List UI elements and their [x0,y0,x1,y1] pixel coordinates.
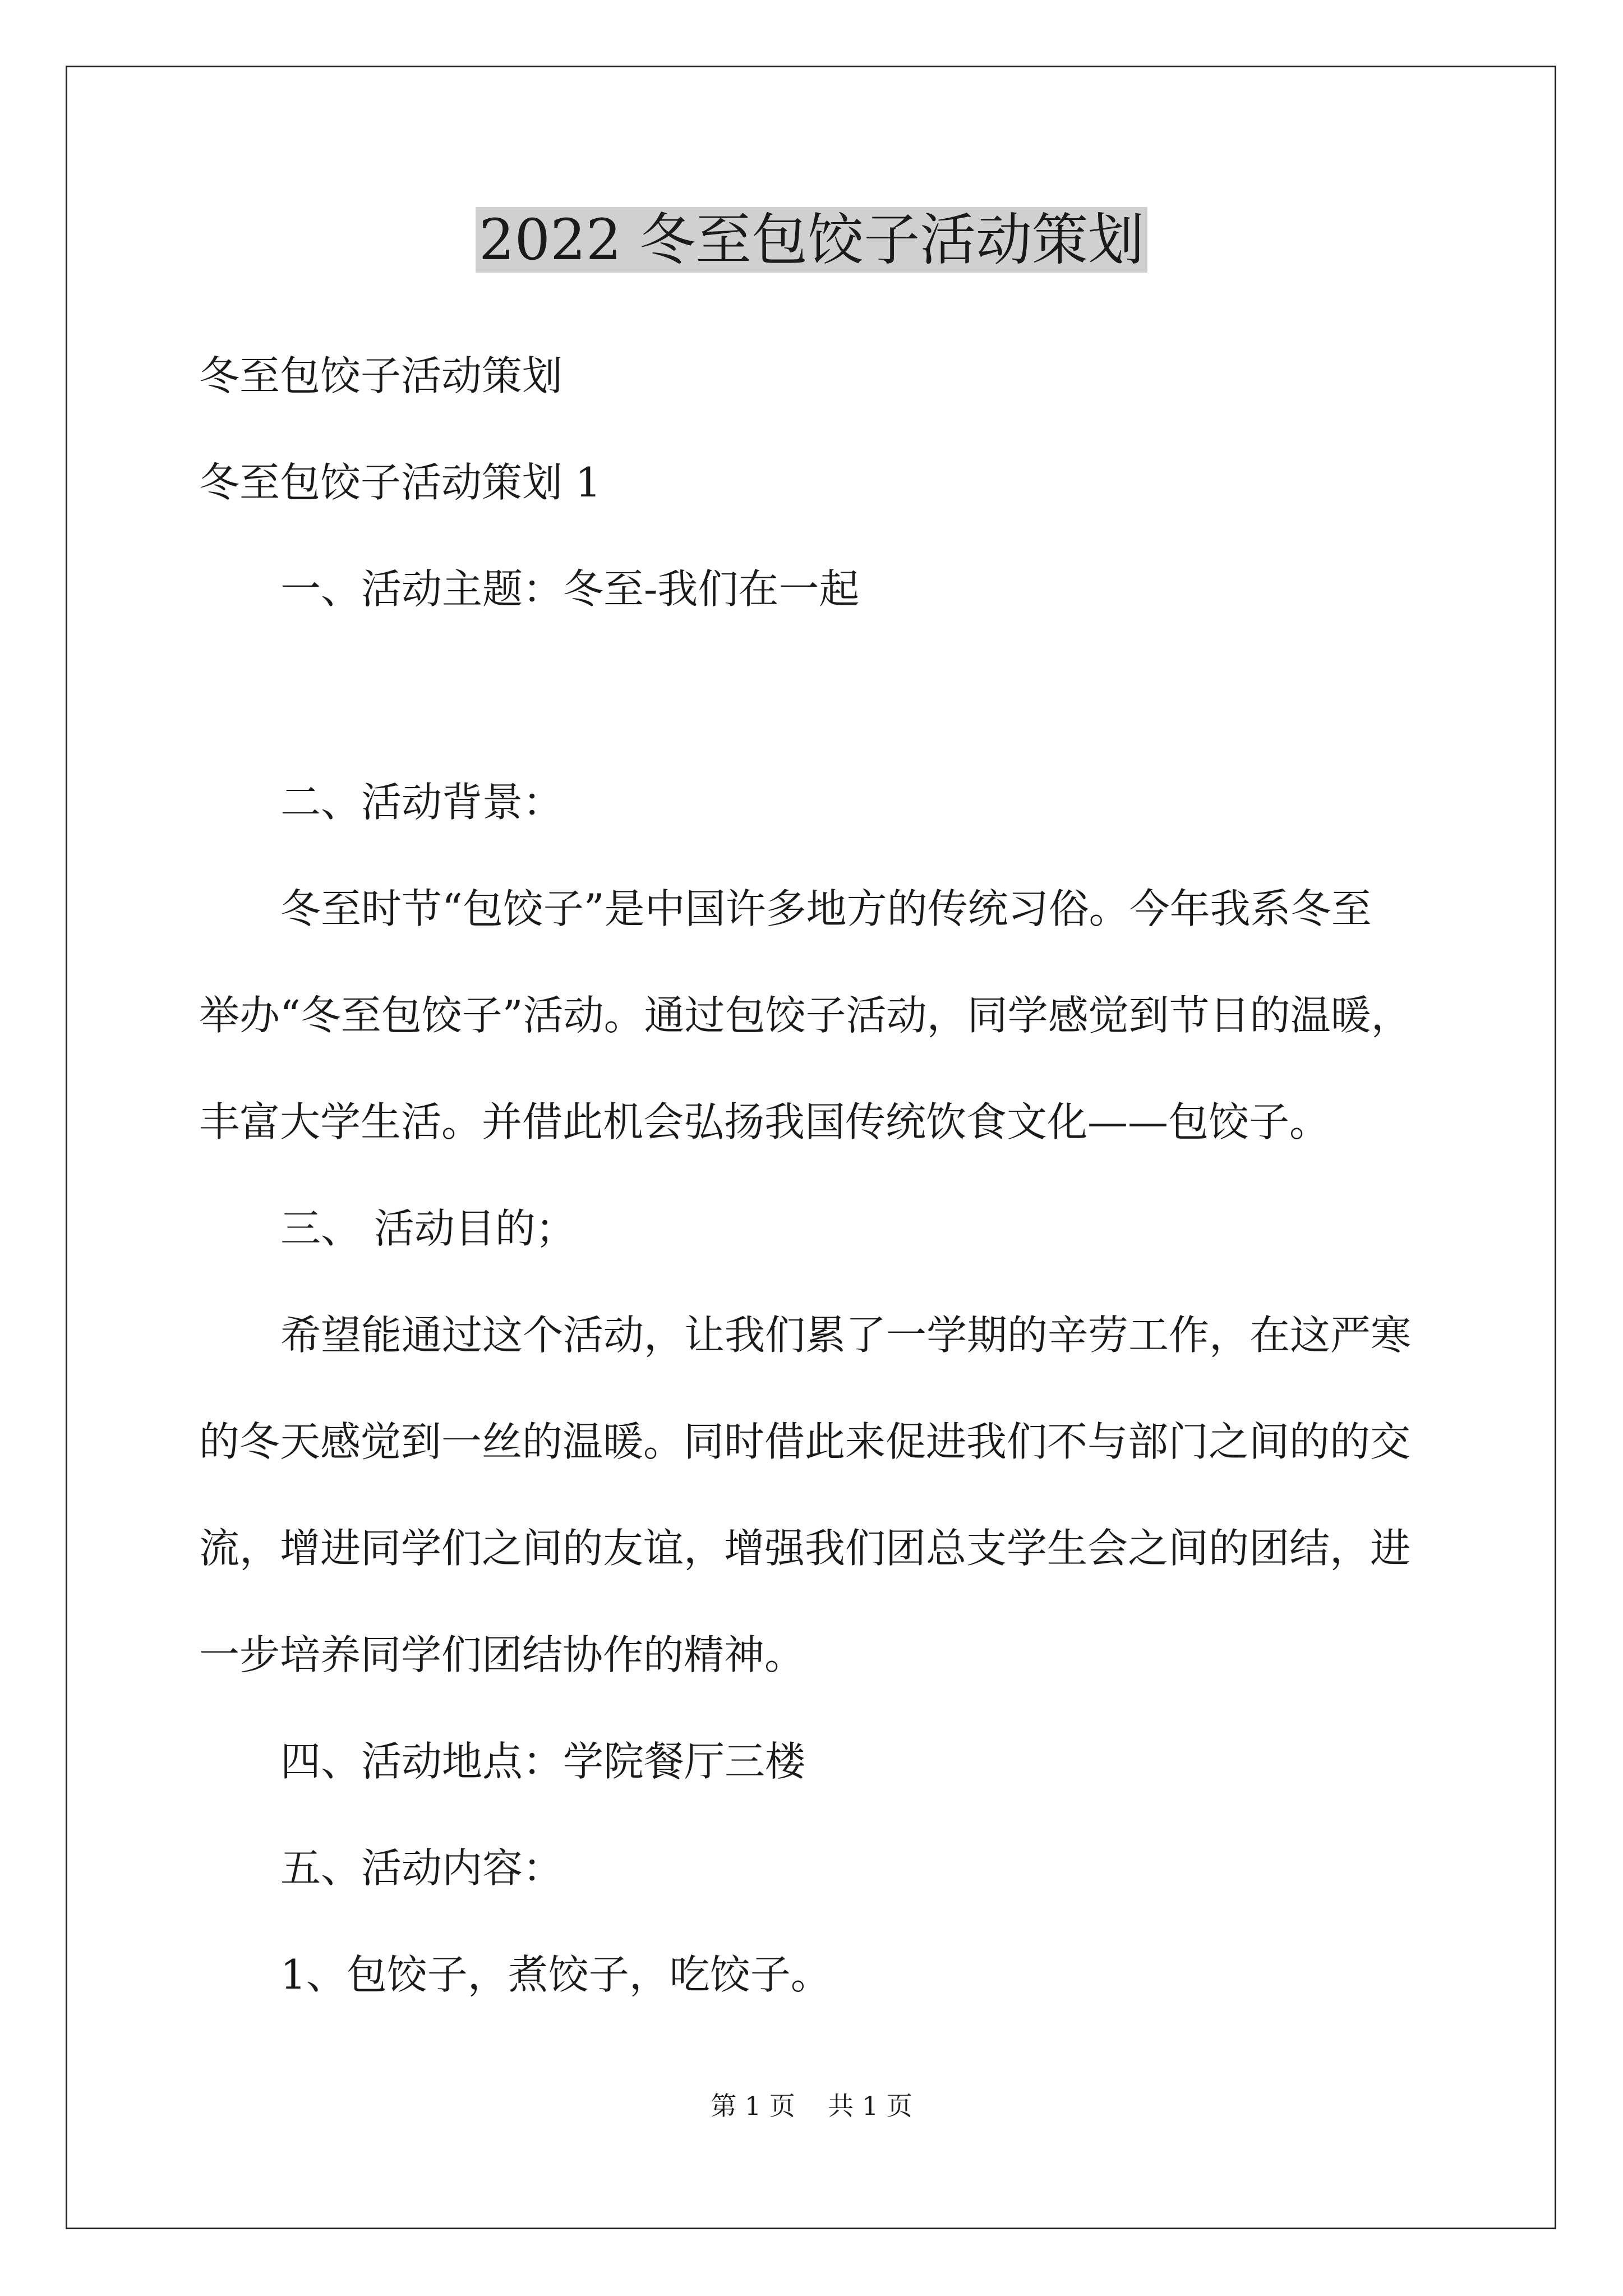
purpose-line-3: 流，增进同学们之间的友谊，增强我们团总支学生会之间的团结，进 [199,1525,1411,1572]
content-item-1: 1、包饺子，煮饺子，吃饺子。 [280,1951,831,1998]
background-line-2: 举办“冬至包饺子”活动。通过包饺子活动，同学感觉到节日的温暖， [199,992,1412,1039]
purpose-line-1: 希望能通过这个活动，让我们累了一学期的辛劳工作，在这严寒 [280,1312,1412,1359]
section-content-heading: 五、活动内容： [280,1844,564,1892]
section-purpose-heading: 三、 活动目的； [280,1205,576,1252]
purpose-line-4: 一步培养同学们团结协作的精神。 [199,1631,805,1678]
subheading: 冬至包饺子活动策划 1 [199,459,601,506]
document-title [0,201,1623,279]
heading: 冬至包饺子活动策划 [199,352,563,399]
purpose-line-2: 的冬天感觉到一丝的温暖。同时借此来促进我们不与部门之间的的交 [199,1418,1411,1465]
document-title-text: 2022 冬至包饺子活动策划 [476,207,1147,273]
background-line-1: 冬至时节“包饺子”是中国许多地方的传统习俗。今年我系冬至 [280,885,1372,932]
page-footer: 第 1 页 共 1 页 [711,2091,912,2121]
background-line-3: 丰富大学生活。并借此机会弘扬我国传统饮食文化——包饺子。 [199,1098,1330,1145]
section-background-heading: 二、活动背景： [280,779,564,826]
section-location: 四、活动地点：学院餐厅三楼 [280,1738,806,1785]
section-theme: 一、活动主题：冬至-我们在一起 [280,565,860,613]
